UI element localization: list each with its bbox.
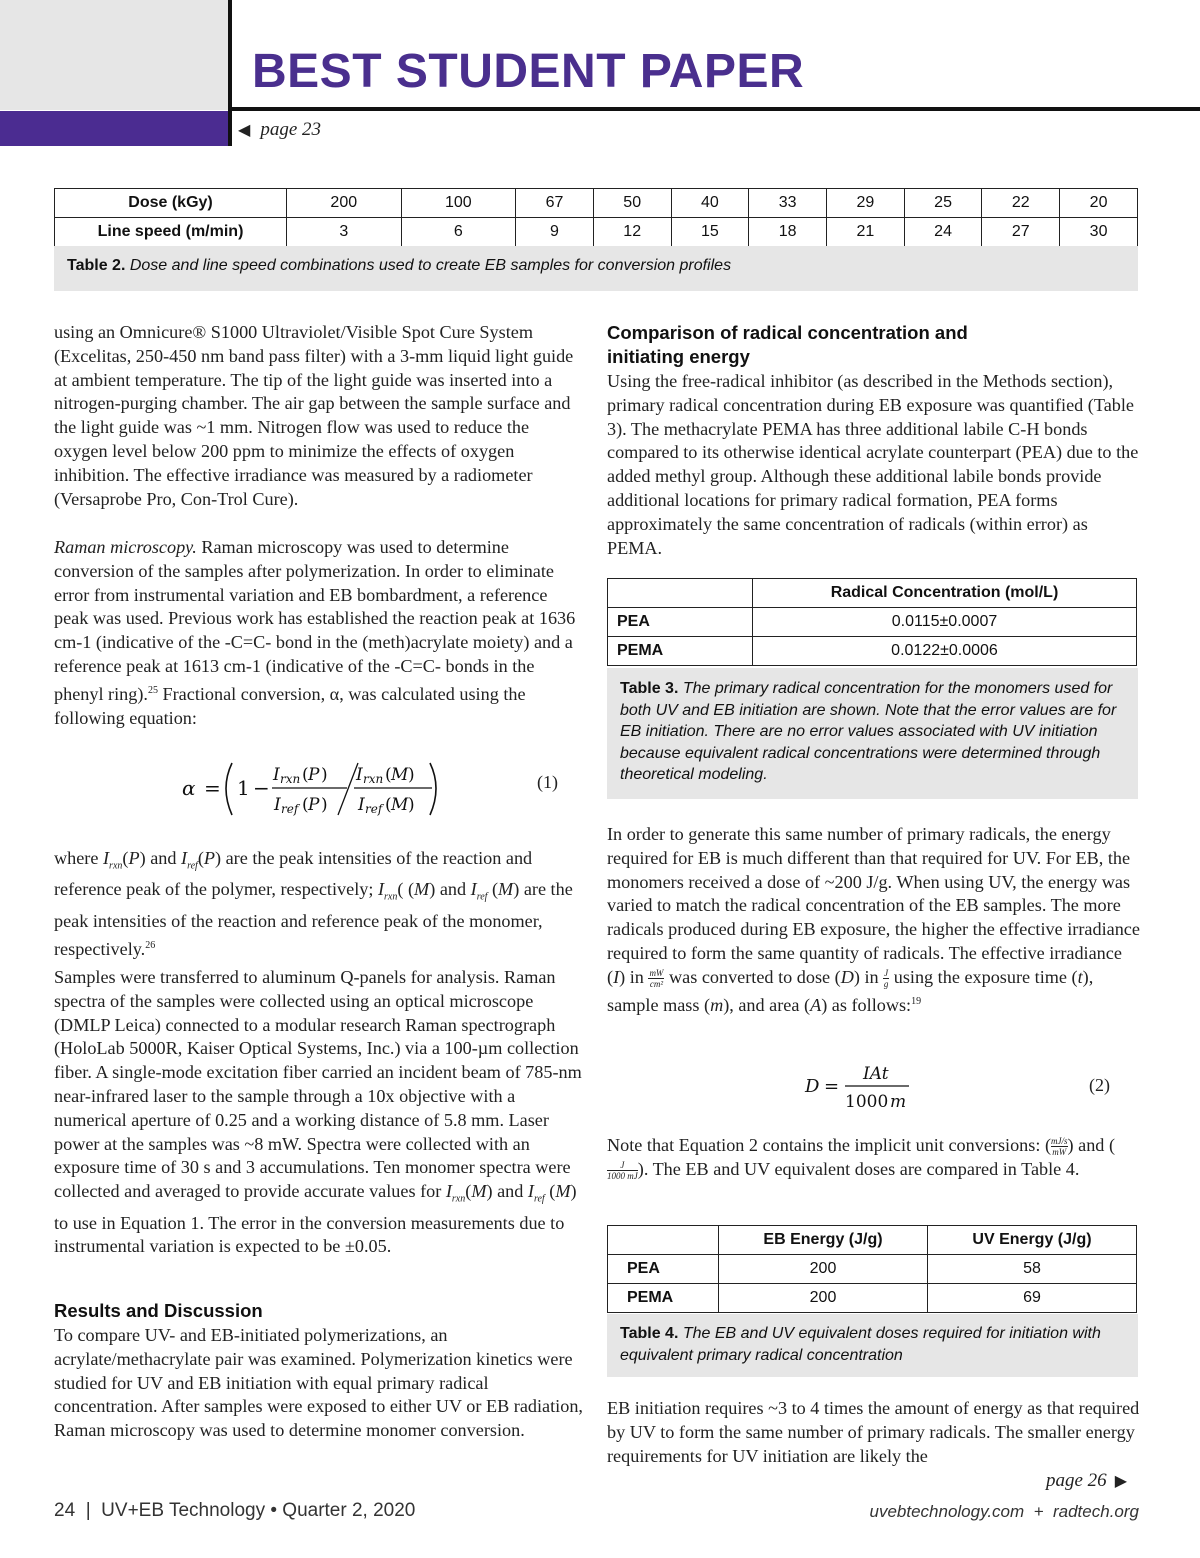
svg-text:ref: ref — [365, 802, 383, 816]
svg-text:rxn: rxn — [363, 772, 384, 786]
previous-page-label: page 23 — [260, 119, 321, 140]
svg-text:1000: 1000 — [845, 1092, 889, 1112]
left-paragraph-4: Samples were transferred to aluminum Q-panels for analysis. Raman spectra of the samples were collected using an optical microscope (DMLP Leica) connected to a modular research Raman spectrograph (HoloLab 5000R, Kaiser Optical Systems, Inc.) via a 100-µm collection fiber. A single-mode excitation fiber carried an incident beam of 785-nm near-infrared laser to the sample through a 10x objective with a numerical aperture of 0.25 and a working distance of 5.8 mm. Laser power at the samples was ~8 mW. Spectra were collected with an exposure time of 30 s and 3 accumulations. Ten monomer spectra were collected and averaged to provide accurate values for $I_{rxn}(M)$ and $I_{ref}$ (M) to use in Equation 1. The error in the conversion measurements due to instrumental variation is expected to be ±0.05. — [54, 967, 582, 1257]
table-cell: 0.0122±0.0006 — [753, 637, 1137, 666]
equation-1-number: (1) — [537, 772, 558, 792]
right-arrow-icon: ▶ — [1114, 1473, 1127, 1490]
right-paragraph-1: Using the free-radical inhibitor (as described in the Methods section), primary radical concentration during EB exposure was quantified (Table 3). The methacrylate PEMA has three additional labile C-H bonds compared to its otherwise identical acrylate counterpart (PEA) due to the added methyl group. Although these additional labile bonds provide additional locations for primary radical formation, PEA forms approximately the same concentration of radicals (within error) as PEMA. — [607, 371, 1139, 558]
table-3-caption — [607, 668, 1138, 799]
row-header-pea: PEA — [608, 608, 753, 637]
table-cell: 18 — [749, 218, 827, 247]
table-row — [608, 608, 1137, 637]
svg-text:I: I — [273, 765, 280, 785]
table-row — [55, 218, 1138, 247]
caption-text: The EB and UV equivalent doses required for initiation with equivalent primary radical concentration — [620, 1325, 1101, 1364]
footer-websites: uvebtechnology.com + radtech.org — [869, 1502, 1139, 1521]
right-paragraph-2: In order to generate this same number of primary radicals, the energy required for EB is much different than that required for UV. For EB, the monomers received a dose of ~200 J/g. When using UV, the energy was varied to match the radical concentration of the EB samples. The more radicals produced during EB exposure, the higher the effective irradiance required to form the same quantity of radicals. The effective irradiance (I) in $\frac{mW}{\text{cm²}}$ was converted to dose (D) in $\frac{J}{g}$ using the exposure time (t), sample mass (m), and area (A) as follows:$^{19}$ — [607, 824, 1140, 1015]
row-header-pea: PEA — [608, 1255, 719, 1284]
svg-text:M: M — [391, 765, 409, 785]
table-cell: 15 — [671, 218, 749, 247]
table-cell: 50 — [593, 189, 671, 218]
table-cell: 0.0115±0.0007 — [753, 608, 1137, 637]
results-heading: Results and Discussion — [54, 1300, 263, 1321]
table-2-caption — [54, 246, 1138, 291]
row-header-pema: PEMA — [608, 637, 753, 666]
svg-text:I: I — [274, 795, 281, 815]
column-header-eb-energy: EB Energy (J/g) — [719, 1226, 928, 1255]
next-page-label: page 26 — [1046, 1470, 1107, 1491]
previous-page-link[interactable] — [238, 119, 321, 141]
column-header-uv-energy: UV Energy (J/g) — [928, 1226, 1137, 1255]
table-cell: 25 — [904, 189, 982, 218]
table-row — [608, 1255, 1137, 1284]
svg-text:α: α — [182, 776, 196, 800]
row-header-pema: PEMA — [608, 1284, 719, 1313]
header-horizontal-rule — [228, 107, 1200, 111]
header-purple-bar — [0, 111, 228, 146]
svg-text:P: P — [308, 765, 320, 785]
table-cell: 200 — [287, 189, 402, 218]
svg-text:): ) — [321, 795, 328, 815]
table-cell: 9 — [516, 218, 594, 247]
svg-text:D: D — [805, 1076, 820, 1097]
row-header-line-speed: Line speed (m/min) — [55, 218, 287, 247]
table-cell: 33 — [749, 189, 827, 218]
svg-text:rxn: rxn — [280, 772, 301, 786]
svg-text:(: ( — [385, 795, 392, 815]
caption-label: Table 3. — [620, 680, 679, 697]
caption-text: Dose and line speed combinations used to create EB samples for conversion profiles — [129, 257, 732, 274]
svg-text:P: P — [308, 795, 320, 815]
caption-label: Table 4. — [620, 1325, 679, 1342]
svg-text:=: = — [824, 1076, 840, 1097]
next-page-link[interactable] — [1046, 1470, 1127, 1492]
table-row — [608, 1226, 1137, 1255]
reference-marker: 25 — [147, 684, 158, 696]
caption-text: The primary radical concentration for the monomers used for both UV and EB initiation are shown. Note that the error values are for EB initiation. There are no error values associated with UV initiation because equivalent radical concentrations were determined through theoretical modeling. — [620, 680, 1117, 783]
table-4-caption — [607, 1314, 1138, 1377]
reference-marker: 26 — [145, 939, 156, 951]
header-gray-block — [0, 0, 228, 110]
table-cell: 67 — [516, 189, 594, 218]
table-cell: 6 — [401, 218, 516, 247]
reference-marker: 19 — [911, 995, 922, 1007]
table-3 — [607, 578, 1137, 666]
table-2 — [54, 188, 1138, 247]
equation-2 — [803, 1060, 923, 1116]
table-row — [608, 579, 1137, 608]
left-paragraph-1: using an Omnicure® S1000 Ultraviolet/Visible Spot Cure System (Excelitas, 250-450 nm band pass filter) with a 3-mm liquid light guide at ambient temperature. The tip of the light guide was inserted into a nitrogen-purging chamber. The air gap between the sample surface and the light guide was ~1 mm. Nitrogen flow was used to reduce the oxygen level below 200 ppm to minimize the effects of oxygen inhibition. The effective irradiance was measured by a radiometer (Versaprobe Pro, Con-Trol Cure). — [54, 322, 574, 509]
table-cell: 21 — [827, 218, 905, 247]
svg-text:): ) — [321, 765, 328, 785]
table-row — [608, 1284, 1137, 1313]
right-paragraph-3: Note that Equation 2 contains the implicit unit conversions: ( $\frac{mJ/s}{mW}$ ) and ( $\frac{J}{1000 mJ}$ ). The EB and UV equivalent doses are compared in Table 4. — [607, 1135, 1115, 1182]
svg-text:): ) — [408, 795, 415, 815]
left-paragraph-2: Raman microscopy. Raman microscopy was used to determine conversion of the samples after polymerization. In order to eliminate error from instrumental variation and EB bombardment, a reference peak was used. Previous work has established the reaction peak at 1636 cm-1 (indicative of the -C=C- bond in the (meth)acrylate moiety) and a reference peak at 1613 cm-1 (indicative of the -C=C- bonds in the phenyl ring).$^{25}$ Fractional conversion, α, was calculated using the following equation: — [54, 537, 576, 728]
left-paragraph-3: where $I_{rxn}(P)$ and $I_{ref}(P)$ are the peak intensities of the reaction and reference peak of the polymer, respectively; $I_{rxn}$( (M) and $I_{ref}$ (M) are the peak intensities of the reaction and reference peak of the monomer, respectively.$^{26}$ — [54, 848, 573, 959]
table-cell: 30 — [1060, 218, 1138, 247]
svg-text:ref: ref — [281, 802, 299, 816]
table-cell: 20 — [1060, 189, 1138, 218]
svg-text:1: 1 — [237, 776, 250, 800]
svg-text:(: ( — [302, 765, 309, 785]
table-row — [55, 189, 1138, 218]
header-vertical-rule — [228, 0, 232, 146]
section-title: BEST STUDENT PAPER — [252, 45, 805, 98]
table-row — [608, 637, 1137, 666]
table-cell: 24 — [904, 218, 982, 247]
table-cell: 200 — [719, 1255, 928, 1284]
table-cell: 3 — [287, 218, 402, 247]
row-header-dose: Dose (kGy) — [55, 189, 287, 218]
svg-text:I: I — [356, 765, 363, 785]
footer-publication: 24 | UV+EB Technology • Quarter 2, 2020 — [54, 1500, 416, 1521]
equation-2-graphic — [803, 1060, 923, 1116]
svg-text:): ) — [408, 765, 415, 785]
comparison-heading: Comparison of radical concentration and initiating energy — [607, 322, 968, 367]
paragraph-lead: Raman microscopy. — [54, 537, 197, 557]
table-4 — [607, 1225, 1137, 1313]
equation-1-graphic — [180, 757, 450, 819]
table-cell: 200 — [719, 1284, 928, 1313]
left-arrow-icon: ◀ — [238, 122, 251, 139]
table-cell: 27 — [982, 218, 1060, 247]
table-cell: 22 — [982, 189, 1060, 218]
svg-text:m: m — [890, 1092, 907, 1112]
caption-label: Table 2. — [67, 257, 126, 274]
table-cell: 69 — [928, 1284, 1137, 1313]
svg-text:(: ( — [385, 765, 392, 785]
table-corner-cell — [608, 1226, 719, 1255]
left-paragraph-5: To compare UV- and EB-initiated polymerizations, an acrylate/methacrylate pair was examined. Polymerization kinetics were studied for UV and EB initiation with equal primary radical concentration. After samples were exposed to either UV or EB radiation, Raman microscopy was used to determine monomer conversion. — [54, 1325, 583, 1441]
equation-2-number: (2) — [1089, 1075, 1110, 1095]
svg-text:I: I — [358, 795, 365, 815]
svg-text:−: − — [253, 776, 270, 800]
table-cell: 12 — [593, 218, 671, 247]
table-cell: 100 — [401, 189, 516, 218]
table-corner-cell — [608, 579, 753, 608]
table-cell: 58 — [928, 1255, 1137, 1284]
table-cell: 29 — [827, 189, 905, 218]
svg-text:=: = — [204, 776, 221, 800]
svg-text:IAt: IAt — [863, 1064, 889, 1084]
right-paragraph-4: EB initiation requires ~3 to 4 times the amount of energy as that required by UV to form the same number of primary radicals. The smaller energy requirements for UV initiation are likely the — [607, 1398, 1140, 1466]
svg-text:(: ( — [302, 795, 309, 815]
equation-1 — [180, 757, 450, 819]
column-header-radical-concentration: Radical Concentration (mol/L) — [753, 579, 1137, 608]
svg-text:M: M — [391, 795, 409, 815]
table-cell: 40 — [671, 189, 749, 218]
